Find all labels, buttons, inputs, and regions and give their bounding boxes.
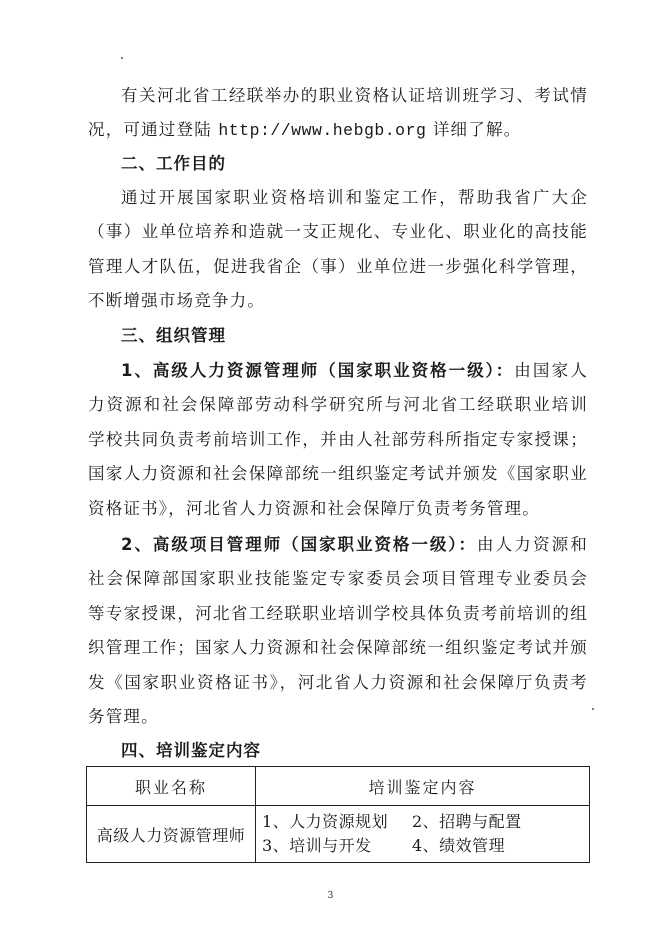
section-2-line: 管理人才队伍，促进我省企（事）业单位进一步强化科学管理，	[88, 257, 588, 276]
item-2-line: 发《国家职业资格证书》，河北省人力资源和社会保障厅负责考	[88, 673, 588, 692]
content-item: 2、招聘与配置	[412, 812, 522, 831]
intro-line-2-suffix: 详细了解。	[432, 120, 522, 139]
item-2-line: 务管理。	[88, 707, 159, 726]
section-2-line: 通过开展国家职业资格培训和鉴定工作，帮助我省广大企	[121, 188, 588, 207]
page-number: 3	[327, 891, 334, 901]
item-1-lead: 1、高级人力资源管理师（国家职业资格一级）：	[121, 361, 515, 380]
section-2-heading: 二、工作目的	[121, 154, 226, 173]
table-row	[87, 806, 590, 863]
item-2-line: 等专家授课，河北省工经联职业培训学校具体负责考前培训的组	[88, 604, 588, 623]
item-2-first-line	[121, 535, 588, 555]
website-url: http://www.hebgb.org	[218, 121, 427, 140]
content-item-row	[262, 810, 589, 834]
job-name-cell: 高级人力资源管理师	[87, 806, 256, 863]
training-content-table	[86, 766, 590, 863]
intro-line-1: 有关河北省工经联举办的职业资格认证培训班学习、考试情	[121, 86, 588, 105]
section-2-line: （事）业单位培养和造就一支正规化、专业化、职业化的高技能	[88, 222, 588, 241]
item-1-line: 力资源和社会保障部劳动科学研究所与河北省工经联职业培训	[88, 395, 588, 414]
column-header-job-name: 职业名称	[87, 767, 256, 806]
item-2-line: 织管理工作；国家人力资源和社会保障部统一组织鉴定考试并颁	[88, 638, 588, 657]
item-2-text: 由人力资源和	[476, 535, 588, 554]
item-2-line: 社会保障部国家职业技能鉴定专家委员会项目管理专业委员会	[88, 569, 588, 588]
item-1-text: 由国家人	[514, 361, 588, 380]
section-3-heading: 三、组织管理	[121, 326, 226, 345]
content-cell	[256, 806, 590, 863]
scan-speck	[121, 57, 123, 59]
item-1-line: 学校共同负责考前培训工作，并由人社部劳科所指定专家授课；	[88, 430, 588, 449]
content-item: 3、培训与开发	[262, 836, 372, 855]
item-1-first-line	[121, 361, 588, 381]
scan-speck	[592, 708, 594, 710]
intro-line-2	[88, 120, 588, 141]
content-item: 1、人力资源规划	[262, 812, 389, 831]
item-1-line: 国家人力资源和社会保障部统一组织鉴定考试并颁发《国家职业	[88, 464, 588, 483]
column-header-content: 培训鉴定内容	[256, 767, 590, 806]
table-header-row	[87, 767, 590, 806]
item-1-line: 资格证书》，河北省人力资源和社会保障厅负责考务管理。	[88, 499, 540, 518]
content-item-row	[262, 834, 589, 858]
section-4-heading: 四、培训鉴定内容	[121, 741, 261, 760]
section-2-line: 不断增强市场竞争力。	[88, 291, 265, 310]
item-2-lead: 2、高级项目管理师（国家职业资格一级）：	[121, 535, 477, 554]
content-item: 4、绩效管理	[412, 836, 506, 855]
intro-line-2-prefix: 况，可通过登陆	[88, 120, 212, 139]
